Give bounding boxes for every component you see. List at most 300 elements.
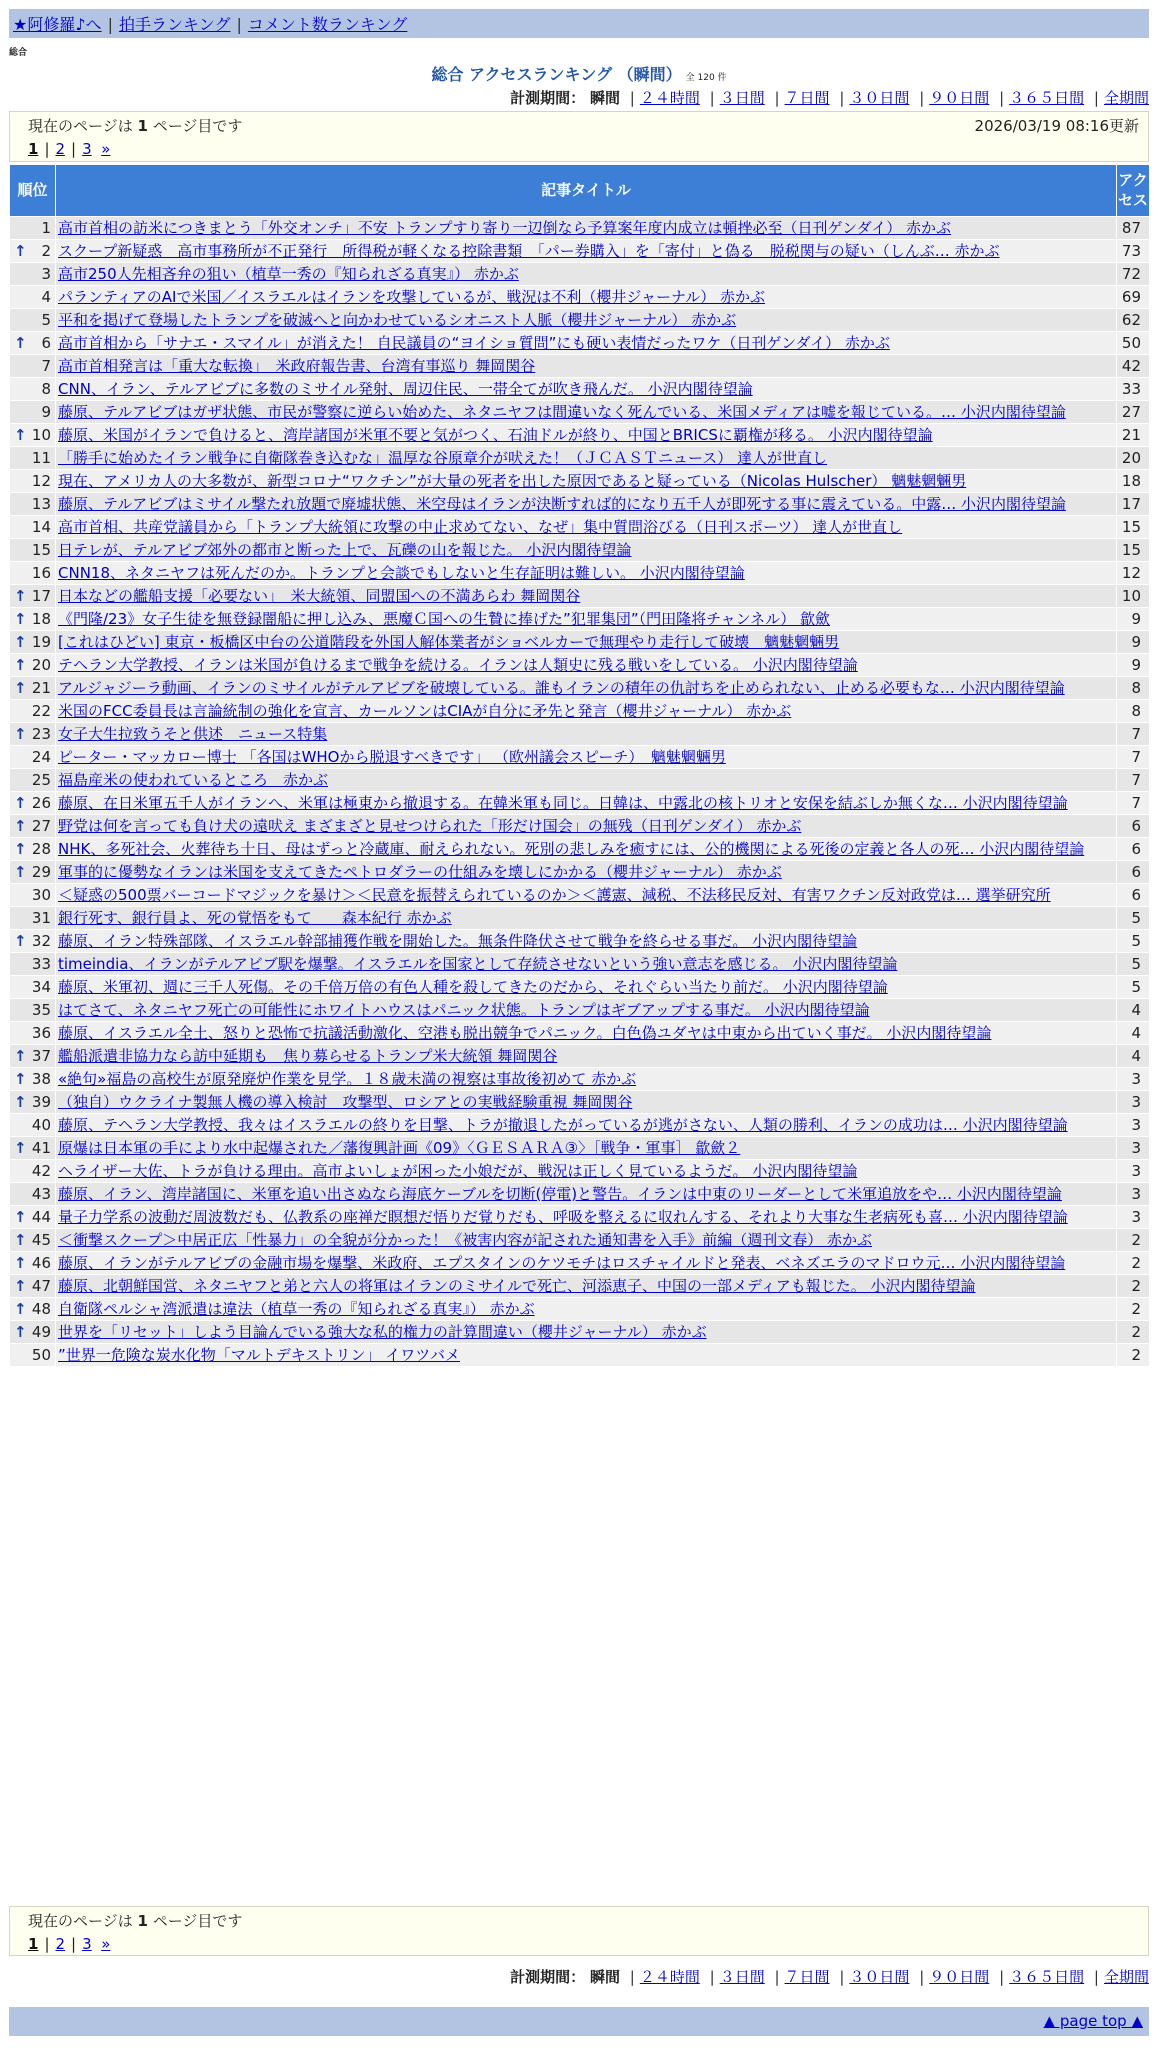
rank-cell: [10, 1229, 56, 1252]
article-link[interactable]: timeindia、イランがテルアビブ駅を爆撃。イスラエルを国家として存続させないという強い意志を感じる。 小沢内閣待望論: [58, 955, 898, 973]
access-count: 9: [1117, 654, 1150, 677]
article-link[interactable]: 藤原、米軍初、週に三千人死傷。その千倍万倍の有色人種を殺してきたのだから、それぐらい当たり前だ。 小沢内閣待望論: [58, 978, 888, 996]
table-row: [10, 263, 1150, 286]
pager-separator: |: [71, 1935, 77, 1953]
table-row: [10, 1298, 1150, 1321]
title-cell: [56, 562, 1117, 585]
article-link[interactable]: アルジャジーラ動画、イランのミサイルがテルアビブを破壊している。誰もイランの積年の仇討ちを止められない、止める必要もな… 小沢内閣待望論: [58, 679, 1065, 697]
pager-current: 1: [28, 140, 39, 158]
table-row: [10, 470, 1150, 493]
rank-header: 順位: [10, 165, 56, 217]
period-option-all[interactable]: 全期間: [1103, 89, 1149, 107]
title-cell: [56, 585, 1117, 608]
rank-cell: [10, 999, 56, 1022]
rank-cell: [10, 976, 56, 999]
period-option-7d[interactable]: ７日間: [784, 1968, 830, 1986]
title-cell: [56, 1137, 1117, 1160]
rank-cell: [10, 585, 56, 608]
access-count: 3: [1117, 1068, 1150, 1091]
article-link[interactable]: 藤原、在日米軍五千人がイランへ、米軍は極東から撤退する。在韓米軍も同じ。日韓は、中露北の核トリオと安保を結ぶしか無くな… 小沢内閣待望論: [58, 794, 1068, 812]
pager-page-3[interactable]: 3: [82, 1935, 92, 1953]
title-cell: [56, 493, 1117, 516]
period-option-365d[interactable]: ３６５日間: [1009, 1968, 1085, 1986]
rank-number: 1: [41, 219, 51, 237]
pager-page-2[interactable]: 2: [55, 140, 66, 158]
period-separator: |: [839, 1968, 845, 1986]
title-cell: [56, 263, 1117, 286]
title-cell: [56, 539, 1117, 562]
rank-cell: [10, 1091, 56, 1114]
title-cell: [56, 470, 1117, 493]
article-link[interactable]: [これはひどい] 東京・板橋区中台の公道階段を外国人解体業者がショベルカーで無理やり走行して破壊 魑魅魍魎男: [58, 633, 840, 651]
rank-cell: [10, 838, 56, 861]
title-cell: [56, 1252, 1117, 1275]
rank-cell: [10, 1298, 56, 1321]
access-count: 3: [1117, 1160, 1150, 1183]
rank-cell: [10, 1137, 56, 1160]
table-row: [10, 1160, 1150, 1183]
nav-separator: |: [107, 15, 113, 34]
article-link[interactable]: 米国のFCC委員長は言論統制の強化を宣言、カールソンはCIAが自分に矛先と発言（櫻井ジャーナル） 赤かぶ: [58, 702, 792, 720]
table-row: [10, 976, 1150, 999]
page-indicator-number: 1: [137, 1912, 148, 1930]
total-count: 全 120 件: [685, 73, 727, 83]
rank-number: 24: [31, 748, 51, 766]
article-link[interactable]: ヘライザー大佐、トラが負ける理由。高市よいしょが困った小娘だが、戦況は正しく見ているようだ。 小沢内閣待望論: [58, 1162, 858, 1180]
up-arrow-icon: ↑: [14, 817, 27, 835]
access-count: 6: [1117, 815, 1150, 838]
access-count: 2: [1117, 1321, 1150, 1344]
page-indicator-suffix: ページ目です: [152, 117, 243, 135]
title-cell: [56, 1091, 1117, 1114]
access-count: 17: [1117, 493, 1150, 516]
rank-number: 31: [31, 909, 51, 927]
rank-number: 34: [31, 978, 51, 996]
rank-cell: [10, 769, 56, 792]
up-arrow-icon: ↑: [14, 725, 27, 743]
section-label: 総合: [9, 48, 28, 58]
table-row: [10, 1206, 1150, 1229]
access-count: 18: [1117, 470, 1150, 493]
access-count: 6: [1117, 838, 1150, 861]
rank-cell: [10, 332, 56, 355]
article-link[interactable]: パランティアのAIで米国／イスラエルはイランを攻撃しているが、戦況は不利（櫻井ジャーナル） 赤かぶ: [58, 288, 766, 306]
access-count: 5: [1117, 930, 1150, 953]
rank-cell: [10, 1321, 56, 1344]
title-cell: [56, 1344, 1117, 1367]
table-row: [10, 677, 1150, 700]
rank-number: 10: [31, 426, 51, 444]
period-option-24h[interactable]: ２４時間: [639, 89, 700, 107]
up-arrow-icon: ↑: [14, 610, 27, 628]
up-arrow-icon: ↑: [14, 1093, 27, 1111]
article-link[interactable]: 原爆は日本軍の手により水中起爆された／藩復興計画《09》〈ＧＥＳＡＲＡ③〉［戦争・軍事］ 歙歛２: [58, 1139, 741, 1157]
rank-number: 29: [31, 863, 51, 881]
rank-cell: [10, 815, 56, 838]
up-arrow-icon: ↑: [14, 932, 27, 950]
table-row: [10, 355, 1150, 378]
period-label: 計測期間：: [510, 1968, 586, 1986]
period-option-all[interactable]: 全期間: [1103, 1968, 1149, 1986]
table-row: [10, 378, 1150, 401]
article-link[interactable]: 野党は何を言っても負け犬の遠吠え まざまざと見せつけられた「形だけ国会」の無残（日刊ゲンダイ） 赤かぶ: [58, 817, 802, 835]
article-link[interactable]: 高市首相から「サナエ・スマイル」が消えた！ 自民議員の“ヨイショ質問”にも硬い表情だったワケ（日刊ゲンダイ） 赤かぶ: [58, 334, 890, 352]
nav-separator: |: [236, 15, 242, 34]
article-link[interactable]: テヘラン大学教授、イランは米国が負けるまで戦争を続ける。イランは人類史に残る戦いをしている。 小沢内閣待望論: [58, 656, 858, 674]
period-option-90d[interactable]: ９０日間: [929, 1968, 990, 1986]
title-cell: [56, 309, 1117, 332]
article-link[interactable]: 藤原、イラン特殊部隊、イスラエル幹部捕獲作戦を開始した。無条件降伏させて戦争を終らせる事だ。 小沢内閣待望論: [58, 932, 858, 950]
rank-cell: [10, 861, 56, 884]
table-row: [10, 309, 1150, 332]
rank-number: 45: [31, 1231, 51, 1249]
article-link[interactable]: 《門隆/23》女子生徒を無登録闇船に押し込み、悪魔Ｃ国への生贄に捧げた”犯罪集団”（門田隆将チャンネル） 歙歛: [58, 610, 830, 628]
pager-bottom: [28, 1935, 1130, 1953]
title-cell: [56, 355, 1117, 378]
page-title: [0, 62, 1158, 85]
article-link[interactable]: 世界を「リセット」しよう目論んでいる強大な私的権力の計算間違い（櫻井ジャーナル） 赤かぶ: [58, 1323, 707, 1341]
period-option-365d[interactable]: ３６５日間: [1009, 89, 1085, 107]
table-row: [10, 1275, 1150, 1298]
rank-number: 25: [31, 771, 51, 789]
access-count: 62: [1117, 309, 1150, 332]
article-link[interactable]: 高市250人先相吝弁の狙い（植草一秀の『知られざる真実』） 赤かぶ: [58, 265, 519, 283]
article-link[interactable]: 藤原、テルアビブはミサイル撃たれ放題で廃墟状態、米空母はイランが決断すれば的になり五千人が即死する事に震えている。中露… 小沢内閣待望論: [58, 495, 1066, 513]
rank-number: 20: [31, 656, 51, 674]
pager-separator: |: [71, 140, 77, 158]
title-cell: [56, 401, 1117, 424]
article-link[interactable]: 量子力学系の波動だ周波数だも、仏教系の座禅だ瞑想だ悟りだ覚りだも、呼吸を整えるに収れんする、それより大事な生老病死も喜… 小沢内閣待望論: [58, 1208, 1068, 1226]
period-option-7d[interactable]: ７日間: [784, 89, 830, 107]
period-separator: |: [839, 89, 845, 107]
rank-number: 14: [31, 518, 51, 536]
article-link[interactable]: CNN、イラン、テルアビブに多数のミサイル発射、周辺住民、一帯全てが吹き飛んだ。 小沢内閣待望論: [58, 380, 753, 398]
article-link[interactable]: 女子大生拉致うそと供述 ニュース特集: [58, 725, 328, 743]
rank-cell: [10, 539, 56, 562]
rank-number: 27: [31, 817, 51, 835]
up-arrow-icon: ↑: [14, 334, 27, 352]
rank-number: 3: [41, 265, 51, 283]
period-option-3d[interactable]: ３日間: [719, 1968, 765, 1986]
up-arrow-icon: ↑: [14, 863, 27, 881]
rank-number: 5: [41, 311, 51, 329]
access-count: 7: [1117, 746, 1150, 769]
article-link[interactable]: 銀行死す、銀行員よ、死の覚悟をもて 森本紀行 赤かぶ: [58, 909, 452, 927]
access-count: 20: [1117, 447, 1150, 470]
table-row: [10, 631, 1150, 654]
title-cell: [56, 838, 1117, 861]
up-arrow-icon: ↑: [14, 1277, 27, 1295]
table-row: [10, 516, 1150, 539]
bottom-bar: [9, 2007, 1149, 2036]
rank-cell: [10, 263, 56, 286]
table-row: [10, 746, 1150, 769]
rank-cell: [10, 401, 56, 424]
rank-number: 38: [31, 1070, 51, 1088]
up-arrow-icon: ↑: [14, 794, 27, 812]
table-row: [10, 1022, 1150, 1045]
rank-number: 13: [31, 495, 51, 513]
rank-cell: [10, 562, 56, 585]
access-count: 10: [1117, 585, 1150, 608]
table-row: [10, 930, 1150, 953]
period-current: 瞬間: [589, 89, 620, 107]
period-selector-top: [510, 87, 1149, 108]
period-option-3d[interactable]: ３日間: [719, 89, 765, 107]
access-count: 69: [1117, 286, 1150, 309]
ranking-table-header: [10, 165, 1150, 217]
rank-cell: [10, 930, 56, 953]
ranking-table-body: [10, 217, 1150, 1367]
page-top-link[interactable]: ▲ page top ▲: [1043, 2012, 1143, 2030]
rank-cell: [10, 1206, 56, 1229]
rank-cell: [10, 746, 56, 769]
period-separator: |: [709, 89, 715, 107]
title-cell: [56, 1022, 1117, 1045]
table-row: [10, 654, 1150, 677]
title-cell: [56, 378, 1117, 401]
table-row: [10, 700, 1150, 723]
pager-next[interactable]: »: [101, 140, 111, 158]
table-row: [10, 1068, 1150, 1091]
article-link[interactable]: 艦船派遣非協力なら訪中延期も 焦り募らせるトランプ米大統領 舞岡関谷: [58, 1047, 558, 1065]
page-indicator-number: 1: [137, 117, 148, 135]
table-row: [10, 884, 1150, 907]
article-link[interactable]: はてさて、ネタニヤフ死亡の可能性にホワイトハウスはパニック状態。トランプはギブアップする事だ。 小沢内閣待望論: [58, 1001, 870, 1019]
period-current: 瞬間: [589, 1968, 620, 1986]
rank-cell: [10, 424, 56, 447]
rank-cell: [10, 953, 56, 976]
access-count: 42: [1117, 355, 1150, 378]
title-cell: [56, 1321, 1117, 1344]
access-count: 4: [1117, 1022, 1150, 1045]
up-arrow-icon: ↑: [14, 679, 27, 697]
article-link[interactable]: 藤原、米国がイランで負けると、湾岸諸国が米軍不要と気がつく、石油ドルが終り、中国とBRICSに覇権が移る。 小沢内閣待望論: [58, 426, 933, 444]
article-link[interactable]: 自衛隊ペルシャ湾派遣は違法（植草一秀の『知られざる真実』） 赤かぶ: [58, 1300, 535, 1318]
table-row: [10, 953, 1150, 976]
title-cell: [56, 746, 1117, 769]
period-separator: |: [774, 89, 780, 107]
title-cell: [56, 723, 1117, 746]
period-option-30d[interactable]: ３０日間: [849, 1968, 910, 1986]
title-cell: [56, 815, 1117, 838]
rank-number: 22: [31, 702, 51, 720]
rank-cell: [10, 493, 56, 516]
article-link[interactable]: «絶句»福島の高校生が原発廃炉作業を見学。１８歳未満の視察は事故後初めて 赤かぶ: [58, 1070, 637, 1088]
pager-next[interactable]: »: [101, 1935, 111, 1953]
title-cell: [56, 1068, 1117, 1091]
article-link[interactable]: 高市首相発言は「重大な転換」 米政府報告書、台湾有事巡り 舞岡関谷: [58, 357, 536, 375]
period-option-90d[interactable]: ９０日間: [929, 89, 990, 107]
article-link[interactable]: 高市首相の訪米につきまとう「外交オンチ」不安 トランプすり寄り一辺倒なら予算案年度内成立は頓挫必至（日刊ゲンダイ） 赤かぶ: [58, 219, 952, 237]
rank-cell: [10, 654, 56, 677]
title-cell: [56, 1298, 1117, 1321]
title-cell: [56, 240, 1117, 263]
access-count: 21: [1117, 424, 1150, 447]
article-link[interactable]: 福島産米の使われているところ 赤かぶ: [58, 771, 329, 789]
rank-number: 40: [31, 1116, 51, 1134]
article-link[interactable]: ”世界一危険な炭水化物「マルトデキストリン」 イワツバメ: [58, 1346, 460, 1364]
up-arrow-icon: ↑: [14, 1070, 27, 1088]
article-link[interactable]: 現在、アメリカ人の大多数が、新型コロナ“ワクチン”が大量の死者を出した原因であると疑っている（Nicolas Hulscher） 魑魅魍魎男: [58, 472, 967, 490]
rank-cell: [10, 1045, 56, 1068]
page-indicator-suffix: ページ目です: [152, 1912, 243, 1930]
title-cell: [56, 769, 1117, 792]
title-cell: [56, 907, 1117, 930]
page-info-bottom: [9, 1906, 1149, 1956]
access-count: 72: [1117, 263, 1150, 286]
access-count: 33: [1117, 378, 1150, 401]
period-separator: |: [919, 1968, 925, 1986]
pager-page-3[interactable]: 3: [82, 140, 92, 158]
access-count: 8: [1117, 677, 1150, 700]
rank-number: 32: [31, 932, 51, 950]
rank-number: 9: [41, 403, 51, 421]
page-title-text: 総合 アクセスランキング （瞬間）: [431, 65, 682, 84]
article-link[interactable]: 藤原、イランがテルアビブの金融市場を爆撃、米政府、エプスタインのケツモチはロスチャイルドと発表、ベネズエラのマドロウ元… 小沢内閣待望論: [58, 1254, 1066, 1272]
updated-timestamp: 2026/03/19 08:16更新: [974, 117, 1139, 135]
period-option-30d[interactable]: ３０日間: [849, 89, 910, 107]
period-separator: |: [774, 1968, 780, 1986]
rank-cell: [10, 1252, 56, 1275]
rank-cell: [10, 631, 56, 654]
title-cell: [56, 999, 1117, 1022]
title-cell: [56, 861, 1117, 884]
rank-number: 6: [41, 334, 51, 352]
rank-number: 42: [31, 1162, 51, 1180]
access-count: 27: [1117, 401, 1150, 424]
rank-cell: [10, 470, 56, 493]
article-link[interactable]: 藤原、イスラエル全土、怒りと恐怖で抗議活動激化、空港も脱出競争でパニック。白色偽ユダヤは中東から出ていく事だ。 小沢内閣待望論: [58, 1024, 992, 1042]
article-link[interactable]: ピーター・マッカロー博士 「各国はWHOから脱退すべきです」 （欧州議会スピーチ） 魑魅魍魎男: [58, 748, 726, 766]
period-separator: |: [999, 1968, 1005, 1986]
period-option-24h[interactable]: ２４時間: [639, 1968, 700, 1986]
access-count: 6: [1117, 861, 1150, 884]
up-arrow-icon: ↑: [14, 1231, 27, 1249]
rank-number: 37: [31, 1047, 51, 1065]
comment-ranking-link[interactable]: コメント数ランキング: [247, 15, 408, 34]
access-count: 3: [1117, 1091, 1150, 1114]
rank-number: 48: [31, 1300, 51, 1318]
article-link[interactable]: 藤原、イラン、湾岸諸国に、米軍を追い出さぬなら海底ケーブルを切断(停電)と警告。イランは中東のリーダーとして米軍追放をや… 小沢内閣待望論: [58, 1185, 1062, 1203]
table-row: [10, 1229, 1150, 1252]
period-selector-bottom: [510, 1966, 1149, 1987]
page-indicator: [28, 1910, 1130, 1931]
article-link[interactable]: （独自）ウクライナ製無人機の導入検討 攻撃型、ロシアとの実戦経験重視 舞岡関谷: [58, 1093, 633, 1111]
period-separator: |: [999, 89, 1005, 107]
access-count: 73: [1117, 240, 1150, 263]
up-arrow-icon: ↑: [14, 633, 27, 651]
table-row: [10, 1137, 1150, 1160]
table-row: [10, 401, 1150, 424]
table-row: [10, 1114, 1150, 1137]
up-arrow-icon: ↑: [14, 587, 27, 605]
rank-cell: [10, 700, 56, 723]
rank-number: 36: [31, 1024, 51, 1042]
article-link[interactable]: 藤原、テヘラン大学教授、我々はイスラエルの終りを目撃、トラが撤退したがっているが逃がさない、人類の勝利、イランの成功は… 小沢内閣待望論: [58, 1116, 1068, 1134]
page-info-top: [9, 111, 1149, 162]
rank-number: 11: [31, 449, 51, 467]
up-arrow-icon: ↑: [14, 1323, 27, 1341]
title-cell: [56, 1229, 1117, 1252]
article-link[interactable]: NHK、多死社会、火葬待ち十日、母はずっと冷蔵庫、耐えられない。死別の悲しみを癒すには、公的機関による死後の定義と各人の死… 小沢内閣待望論: [58, 840, 1085, 858]
rank-cell: [10, 447, 56, 470]
title-cell: [56, 424, 1117, 447]
up-arrow-icon: ↑: [14, 1139, 27, 1157]
table-row: [10, 608, 1150, 631]
title-cell: [56, 792, 1117, 815]
access-header: アクセス: [1117, 165, 1150, 217]
pager-current: 1: [28, 1935, 39, 1953]
article-link[interactable]: 藤原、テルアビブはガザ状態、市民が警察に逆らい始めた、ネタニヤフは間違いなく死んでいる、米国メディアは嘘を報じている。… 小沢内閣待望論: [58, 403, 1066, 421]
access-count: 2: [1117, 1252, 1150, 1275]
up-arrow-icon: ↑: [14, 242, 27, 260]
period-separator: |: [1093, 1968, 1099, 1986]
article-link[interactable]: 「勝手に始めたイラン戦争に自衛隊巻き込むな」温厚な谷原章介が吠えた！（ＪＣＡＳＴニュース） 達人が世直し: [58, 449, 828, 467]
rank-number: 47: [31, 1277, 51, 1295]
rank-cell: [10, 217, 56, 240]
article-link[interactable]: 高市首相、共産党議員から「トランプ大統領に攻撃の中止求めてない、なぜ」集中質問浴びる（日刊スポーツ） 達人が世直し: [58, 518, 903, 536]
title-cell: [56, 1183, 1117, 1206]
rank-number: 28: [31, 840, 51, 858]
rank-number: 49: [31, 1323, 51, 1341]
article-link[interactable]: 平和を掲げて登場したトランプを破滅へと向かわせているシオニスト人脈（櫻井ジャーナル） 赤かぶ: [58, 311, 737, 329]
access-count: 9: [1117, 608, 1150, 631]
period-label: 計測期間：: [510, 89, 586, 107]
access-count: 9: [1117, 631, 1150, 654]
rank-number: 44: [31, 1208, 51, 1226]
article-link[interactable]: スクープ新疑惑 高市事務所が不正発行 所得税が軽くなる控除書類 「パー券購入」を「寄付」と偽る 脱税関与の疑い（しんぶ… 赤かぶ: [58, 242, 1000, 260]
rank-number: 7: [41, 357, 51, 375]
article-link[interactable]: 日テレが、テルアビブ郊外の都市と断った上で、瓦礫の山を報じた。 小沢内閣待望論: [58, 541, 632, 559]
rank-cell: [10, 723, 56, 746]
table-row: [10, 1183, 1150, 1206]
rank-number: 12: [31, 472, 51, 490]
article-link[interactable]: 軍事的に優勢なイランは米国を支えてきたペトロダラーの仕組みを壊しにかかる（櫻井ジャーナル） 赤かぶ: [58, 863, 782, 881]
article-link[interactable]: CNN18、ネタニヤフは死んだのか。トランプと会談でもしないと生存証明は難しい。 小沢内閣待望論: [58, 564, 745, 582]
table-row: [10, 493, 1150, 516]
rank-cell: [10, 1160, 56, 1183]
access-count: 87: [1117, 217, 1150, 240]
article-link[interactable]: ＜衝撃スクープ＞中居正広「性暴力」の全貌が分かった！《被害内容が記された通知書を入手》前編（週刊文春） 赤かぶ: [58, 1231, 873, 1249]
rank-cell: [10, 309, 56, 332]
title-cell: [56, 1114, 1117, 1137]
access-count: 15: [1117, 539, 1150, 562]
article-link[interactable]: 藤原、北朝鮮国営、ネタニヤフと弟と六人の将軍はイランのミサイルで死亡、河添恵子、中国の一部メディアも報じた。 小沢内閣待望論: [58, 1277, 976, 1295]
pager-page-2[interactable]: 2: [55, 1935, 66, 1953]
access-count: 7: [1117, 792, 1150, 815]
table-row: [10, 769, 1150, 792]
title-header: 記事タイトル: [56, 165, 1117, 217]
table-row: [10, 217, 1150, 240]
title-cell: [56, 1045, 1117, 1068]
article-link[interactable]: ＜疑惑の500票バーコードマジックを暴け＞＜民意を振替えられているのか＞＜護憲、減税、不法移民反対、有害ワクチン反対政党は… 選挙研究所: [58, 886, 1051, 904]
table-row: [10, 562, 1150, 585]
clap-ranking-link[interactable]: 拍手ランキング: [118, 15, 231, 34]
rank-number: 46: [31, 1254, 51, 1272]
access-count: 4: [1117, 999, 1150, 1022]
rank-number: 26: [31, 794, 51, 812]
top-nav-bar: [9, 9, 1149, 38]
access-count: 2: [1117, 1298, 1150, 1321]
title-cell: [56, 884, 1117, 907]
table-row: [10, 1321, 1150, 1344]
article-link[interactable]: 日本などの艦船支援「必要ない」 米大統領、同盟国への不満あらわ 舞岡関谷: [58, 587, 581, 605]
period-separator: |: [1093, 89, 1099, 107]
access-count: 7: [1117, 723, 1150, 746]
home-link[interactable]: ★阿修羅♪へ: [13, 15, 102, 34]
access-count: 50: [1117, 332, 1150, 355]
